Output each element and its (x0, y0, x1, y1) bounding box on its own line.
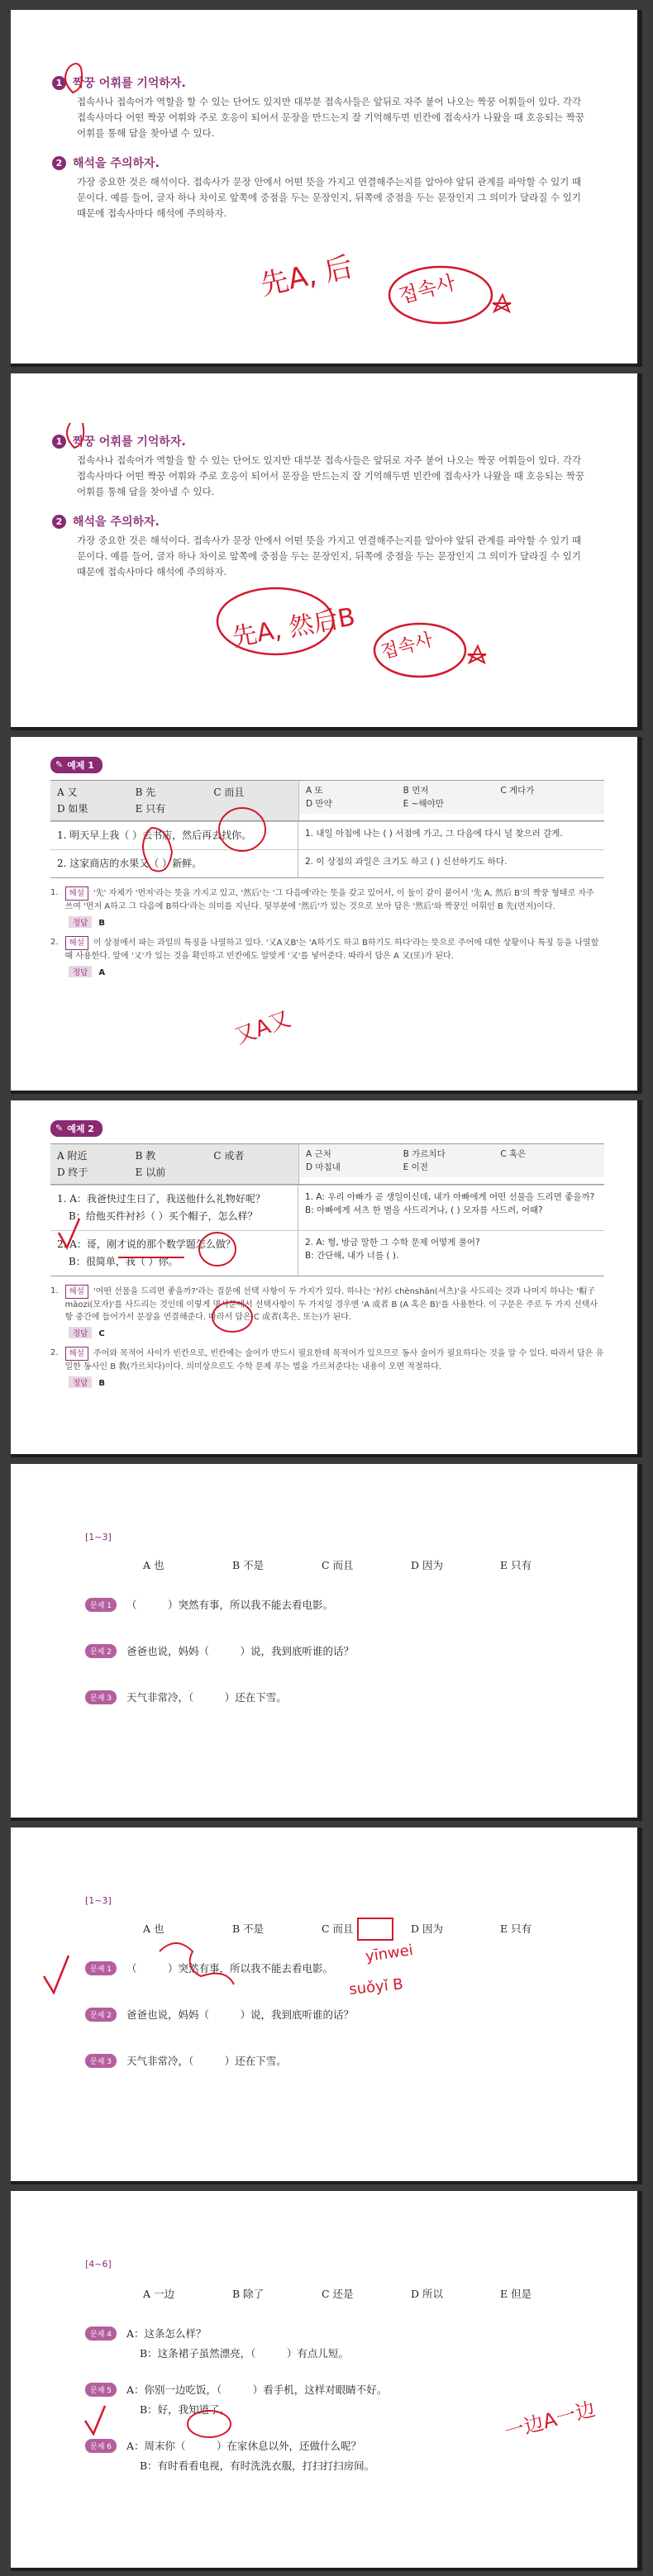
question-2-row (50, 1230, 604, 1276)
option-a: A 一边 (143, 2288, 175, 2300)
explanation-1: 1. 해설 '어떤 선물을 드리면 좋을까?'라는 질문에 선택 사항이 두 가지가 있다. 하나는 '衬衫 chènshān(셔츠)'을 사드리는 것과 나머지 하나는 '帽子 màozi(모자)'를 사드리는 것인데 이렇게 명사문에서 선택사항이 두 가지일 경우엔 'A 或者 B (A 혹은 B)'를 사용한다. 이 구문은 주로 두 가지 선택사항 중간에 들어가서 문장을 연결해준다. 따라서 답은 C 或者(혹은, 또는)가 된다. (50, 1286, 598, 1322)
choice-ko-e: E 이전 (403, 1162, 428, 1172)
section-2-body: 가장 중요한 것은 해석이다. 접속사가 문장 안에서 어떤 뜻을 가지고 연결해주는지를 알아야 앞뒤 관계를 파악할 수 있기 때문이다. 예를 들어, 글자 하나 차이로 앞쪽에 중점을 두는 문장인지, 뒤쪽에 중점을 두는 문장인지 그 의미가 달라질 수 있기 때문에 접속사마다 해석에 주의하자. (77, 176, 582, 219)
choice-ko-b: B 먼저 (403, 785, 429, 796)
option-c: C 还是 (322, 2288, 354, 2300)
option-c: C 而且 (322, 1559, 354, 1571)
option-d: D 因为 (411, 1922, 443, 1935)
option-a: A 也 (143, 1922, 164, 1935)
option-d: D 所以 (411, 2288, 443, 2300)
section-1-title: 짝꿍 어휘를 기억하자. (73, 77, 186, 90)
choice-e: E 以前 (135, 1166, 166, 1178)
answer-label: 정답 (69, 966, 92, 977)
problem-2-tag: 문제 2 (85, 1644, 117, 1658)
problem-4 (85, 2326, 598, 2341)
problem-2-text: 爸爸也说，妈妈（ ）说，我到底听谁的话？ (126, 1645, 354, 1657)
example-tag-label: 예제 2 (67, 1123, 94, 1134)
problem-range: [1~3] (85, 1532, 112, 1542)
example-left (50, 781, 299, 820)
page-3-example-1 (11, 737, 642, 1094)
answer-1-value: B (98, 918, 105, 928)
answer-label: 정답 (69, 916, 92, 928)
answer-2-value: A (98, 967, 106, 977)
problem-2-tag: 문제 2 (85, 2008, 117, 2022)
handwriting-note-1: 先A, 然后B (230, 602, 358, 653)
answer-label: 정답 (69, 1376, 92, 1388)
section-2-number: 2 (52, 515, 66, 529)
choice-b: B 先 (135, 786, 156, 798)
handwriting-note: 又A又 (231, 1006, 294, 1050)
problem-range: [1~3] (85, 1895, 112, 1906)
choice-d: D 终于 (57, 1166, 88, 1178)
choice-ko-d: D 마침내 (306, 1162, 341, 1172)
answer-1 (69, 1327, 604, 1338)
handwriting-note-1: 先A, 后 (257, 250, 356, 302)
section-1-number: 1 (52, 76, 66, 90)
problem-5 (85, 2382, 598, 2397)
page-1 (11, 10, 642, 367)
page-2 (11, 373, 642, 730)
problem-3 (85, 2053, 598, 2068)
problem-1-text: （ ）突然有事，所以我不能去看电影。 (126, 1962, 333, 1975)
answer-label: 정답 (69, 1327, 92, 1338)
explanation-2-text: 주어와 목적어 사이가 빈칸으로, 빈칸에는 술어가 반드시 필요한데 목적어가 있으므로 동사 술어가 필요하다는 것을 알 수 있다. 따라서 답은 유일한 동사인 B 教(가르치다)이다. 의미상으로도 수학 문제 푸는 법을 가르쳐준다는 내용이 오면 적절하다. (64, 1348, 604, 1371)
question-2-cn: 2. 这家商店的水果又（ ）新鲜。 (50, 850, 298, 877)
choice-c: C 或者 (213, 1149, 245, 1162)
handwriting-note-2: 접속사 (379, 630, 436, 663)
problem-3-tag: 문제 3 (85, 1690, 117, 1704)
question-1-a: 1. A：我爸快过生日了，我送他什么礼物好呢？ (57, 1192, 265, 1205)
option-e: E 但是 (500, 2288, 532, 2300)
option-e: E 只有 (500, 1922, 532, 1935)
question-1-ko: 1. 내일 아침에 나는 ( ) 서점에 가고, 그 다음에 다시 널 찾으러 갈게. (305, 828, 563, 839)
option-e: E 只有 (500, 1559, 532, 1571)
problem-1-tag: 문제 1 (85, 1598, 117, 1612)
explanation-label: 해설 (65, 1285, 88, 1299)
section-2-number: 2 (52, 156, 66, 170)
example-right (299, 781, 604, 820)
handwriting-note-2: 접속사 (396, 270, 458, 308)
example-box (50, 1143, 604, 1185)
problem-1 (85, 1597, 598, 1612)
page-4-example-2 (11, 1100, 642, 1457)
problem-2 (85, 2007, 598, 2022)
choice-d: D 如果 (57, 802, 88, 815)
explanation-1-text: '어떤 선물을 드리면 좋을까?'라는 질문에 선택 사항이 두 가지가 있다. 하나는 '衬衫 chènshān(셔츠)'을 사드리는 것과 나머지 하나는 '帽子 màozi(모자)'를 사드리는 것인데 이렇게 명사문에서 선택사항이 두 가지일 경우엔 'A 或者 B (A 혹은 B)'를 사용한다. 이 구문은 주로 두 가지 선택사항 중간에 들어가서 문장을 연결해준다. 따라서 답은 C 或者(혹은, 또는)가 된다. (64, 1286, 598, 1322)
handwriting-note-1: yīnwei (364, 1942, 414, 1965)
explanation-label: 해설 (65, 936, 88, 950)
choice-ko-b: B 가르치다 (403, 1148, 446, 1159)
problem-1-text: （ ）突然有事，所以我不能去看电影。 (126, 1599, 333, 1611)
choice-ko-c: C 게다가 (500, 785, 535, 796)
explanation-1: 1. 해설 '先' 자체가 '먼저'라는 뜻을 가지고 있고, '然后'는 '그 다음에'라는 뜻을 갖고 있어서, 이 둘이 같이 붙어서 '先 A, 然后 B'의 짝꿍 형태로 자주 쓰여 '먼저 A하고 그 다음에 B하다'라는 의미를 지닌다. 뒷부분에 '然后'가 있는 것으로 보아 답은 '然后'와 짝꿍인 어휘인 B 先(먼저)이다. (50, 887, 594, 911)
option-a: A 也 (143, 1559, 164, 1571)
problem-6-line-b: B：有时看看电视，有时洗洗衣服，打扫打扫房间。 (140, 2460, 375, 2472)
page-5-practice-1-3 (11, 1464, 642, 1821)
section-1-number: 1 (52, 435, 66, 449)
example-right (299, 1144, 604, 1184)
section-1-heading (52, 433, 589, 449)
answer-2 (69, 1376, 604, 1388)
choice-ko-d: D 만약 (306, 798, 332, 809)
explanation-1-text: '先' 자체가 '먼저'라는 뜻을 가지고 있고, '然后'는 '그 다음에'라는 뜻을 갖고 있어서, 이 둘이 같이 붙어서 '先 A, 然后 B'의 짝꿍 형태로 자주 쓰여 '먼저 A하고 그 다음에 B하다'라는 의미를 지닌다. 뒷부분에 '然后'가 있는 것으로 보아 답은 '然后'와 짝꿍인 어휘인 B 先(먼저)이다. (64, 888, 594, 911)
choices-cn (50, 781, 298, 820)
section-1-heading (52, 74, 589, 91)
section-2-title: 해석을 주의하자. (73, 157, 160, 170)
page-7-practice-4-6 (11, 2191, 642, 2571)
problem-2 (85, 1643, 598, 1658)
explanation-label: 해설 (65, 1347, 88, 1361)
option-d: D 因为 (411, 1559, 443, 1571)
choice-c: C 而且 (213, 786, 245, 798)
question-1-cn (50, 1186, 298, 1230)
choice-ko-c: C 혹은 (500, 1148, 527, 1159)
handwriting-note: 一边A一边 (502, 2397, 598, 2444)
problem-3-text: 天气非常冷，（ ）还在下雪。 (126, 2055, 287, 2067)
choices-cn (50, 1144, 298, 1184)
problem-5-line-a: A：你别一边吃饭，（ ）看手机，这样对眼睛不好。 (126, 2384, 388, 2396)
option-b: B 不是 (232, 1922, 265, 1935)
problem-4-line-a: A：这条怎么样？ (126, 2327, 207, 2340)
problem-5-line-b: B：好，我知道了。 (140, 2403, 231, 2416)
question-2-b: B：很简单，我（ ）你。 (69, 1255, 179, 1267)
explanation-label: 해설 (65, 886, 88, 901)
problem-2-text: 爸爸也说，妈妈（ ）说，我到底听谁的话？ (126, 2008, 354, 2021)
choice-a: A 附近 (57, 1149, 88, 1162)
problem-3 (85, 1690, 598, 1704)
problem-1 (85, 1961, 598, 1975)
question-1-row (50, 1185, 604, 1230)
example-tag-label: 예제 1 (67, 759, 94, 771)
section-1-body: 접속사나 접속어가 역할을 할 수 있는 단어도 있지만 대부분 접속사들은 앞뒤로 자주 붙어 나오는 짝꿍 어휘들이 있다. 각각 접속사마다 어떤 짝꿍 어휘와 주로 호응이 되어서 문장을 만드는지 잘 기억해두면 빈칸에 접속사가 나왔을 때 호응되는 짝꿍 어휘를 통해 답을 찾아낼 수 있다. (77, 454, 584, 497)
example-box (50, 780, 604, 821)
problem-6-tag: 문제 6 (85, 2439, 117, 2453)
choice-ko-a: A 또 (306, 785, 323, 796)
section-2-title: 해석을 주의하자. (73, 516, 160, 529)
question-2-a: 2. A：哥，刚才说的那个数学题怎么做？ (57, 1238, 236, 1250)
example-tag: ✎ 예제 2 (50, 1120, 102, 1137)
option-b: B 不是 (232, 1559, 265, 1571)
question-2-row (50, 849, 604, 878)
choice-b: B 教 (135, 1149, 156, 1162)
page-6-practice-1-3-annotated (11, 1827, 642, 2184)
answer-1-value: C (98, 1328, 105, 1338)
choice-ko-a: A 근처 (306, 1148, 331, 1159)
option-b: B 除了 (232, 2288, 265, 2300)
explanation-2: 2. 해설 주어와 목적어 사이가 빈칸으로, 빈칸에는 술어가 반드시 필요한데 목적어가 있으므로 동사 술어가 필요하다는 것을 알 수 있다. 따라서 답은 유일한 동사인 B 教(가르치다)이다. 의미상으로도 수학 문제 푸는 법을 가르쳐준다는 내용이 오면 적절하다. (50, 1347, 604, 1371)
question-2-ko: 2. A: 형, 방금 말한 그 수학 문제 어떻게 풀어? B: 간단해, 내가 너를 ( ). (305, 1237, 480, 1261)
answer-2-value: B (98, 1378, 105, 1388)
problem-4-line-b: B：这条裙子虽然漂亮，（ ）有点儿短。 (140, 2347, 349, 2360)
choice-e: E 只有 (135, 802, 166, 815)
problem-6-line-a: A：周末你（ ）在家休息以外，还做什么呢？ (126, 2440, 362, 2452)
question-2-ko: 2. 이 상점의 과일은 크기도 하고 ( ) 신선하기도 하다. (305, 856, 508, 867)
question-1-row (50, 821, 604, 849)
explanation-2-text: 이 상점에서 파는 과일의 특징을 나열하고 있다. '又A又B'는 'A하기도 하고 B하기도 하다'라는 뜻으로 주어에 대한 상황이나 특징 등을 나열할 때 사용한다. 앞에 '又'가 있는 것을 확인하고 빈칸에도 알맞게 '又'를 넣어준다. 따라서 답은 A 又(또)가 된다. (64, 938, 599, 961)
handwriting-note-2: suǒyǐ B (348, 1975, 404, 1999)
problem-5-tag: 문제 5 (85, 2383, 117, 2397)
question-2-cn (50, 1231, 298, 1276)
option-c: C 而且 (322, 1922, 354, 1935)
choices-ko (299, 781, 604, 814)
answer-2 (69, 966, 604, 977)
section-1-title: 짝꿍 어휘를 기억하자. (73, 435, 186, 449)
question-1-cn: 1. 明天早上我（ ）去书店，然后再去找你。 (50, 822, 298, 849)
explanation-2: 2. 해설 이 상점에서 파는 과일의 특징을 나열하고 있다. '又A又B'는 'A하기도 하고 B하기도 하다'라는 뜻으로 주어에 대한 상황이나 특징 등을 나열할 때 사용한다. 앞에 '又'가 있는 것을 확인하고 빈칸에도 알맞게 '又'를 넣어준다. 따라서 답은 A 又(또)가 된다. (50, 937, 599, 961)
example-left (50, 1144, 299, 1184)
question-1-b: B：给他买件衬衫（ ）买个帽子，怎么样？ (69, 1210, 258, 1222)
choices-ko (299, 1144, 604, 1177)
section-2-body: 가장 중요한 것은 해석이다. 접속사가 문장 안에서 어떤 뜻을 가지고 연결해주는지를 알아야 앞뒤 관계를 파악할 수 있기 때문이다. 예를 들어, 글자 하나 차이로 앞쪽에 중점을 두는 문장인지, 뒤쪽에 중점을 두는 문장인지 그 의미가 달라질 수 있기 때문에 접속사마다 해석에 주의하자. (77, 535, 582, 577)
problem-1-tag: 문제 1 (85, 1961, 117, 1975)
problem-3-tag: 문제 3 (85, 2054, 117, 2068)
example-tag: ✎ 예제 1 (50, 757, 102, 773)
problem-6 (85, 2438, 598, 2453)
problem-3-text: 天气非常冷，（ ）还在下雪。 (126, 1691, 287, 1704)
problem-4-tag: 문제 4 (85, 2326, 117, 2341)
options (143, 1921, 598, 1936)
options (143, 1557, 598, 1572)
question-1-ko: 1. A: 우리 아빠가 곧 생일이신데, 내가 아빠에게 어떤 선물을 드리면 좋을까? B: 아빠에게 셔츠 한 벌을 사드리거나, ( ) 모자를 사드려, 어때? (305, 1191, 595, 1215)
choice-ko-e: E ~해야만 (403, 798, 444, 809)
problem-range: [4~6] (85, 2259, 112, 2269)
section-2-heading (52, 513, 589, 530)
section-2-heading (52, 154, 589, 171)
choice-a: A 又 (57, 786, 78, 798)
answer-1 (69, 916, 604, 928)
options (143, 2286, 598, 2301)
section-1-body: 접속사나 접속어가 역할을 할 수 있는 단어도 있지만 대부분 접속사들은 앞뒤로 자주 붙어 나오는 짝꿍 어휘들이 있다. 각각 접속사마다 어떤 짝꿍 어휘와 주로 호응이 되어서 문장을 만드는지 잘 기억해두면 빈칸에 접속사가 나왔을 때 호응되는 짝꿍 어휘를 통해 답을 찾아낼 수 있다. (77, 96, 584, 139)
